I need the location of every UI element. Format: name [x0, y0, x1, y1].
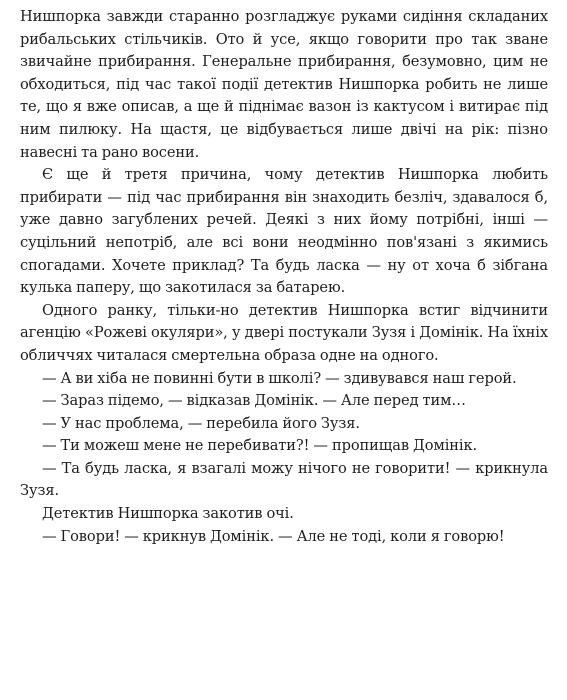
- dialogue-line-1: — А ви хіба не повинні бути в школі? — здивувався наш герой.: [42, 369, 517, 387]
- paragraph-2: Є ще й третя причина, чому детектив Нишпорка любить прибирати — під час прибирання він знаходить безліч, здавалося б, уже давно загублених речей. Деякі з них йому потрібні, інші — суцільний непотріб, але всі вони неодмінно пов'язані з якимись спогадами. Хочете приклад? Та будь ласка — ну от хоча б зібгана кулька паперу, що закотилася за батарею.: [20, 166, 548, 297]
- dialogue-line-3: — У нас проблема, — перебила його Зузя.: [42, 414, 360, 432]
- paragraph-3: Одного ранку, тільки-но детектив Нишпорка встиг відчинити агенцію «Рожеві окуляри», у двері постукали Зузя і Домінік. На їхніх обличчях читалася смертельна образа одне на одного.: [20, 301, 548, 364]
- dialogue-line-4: — Ти можеш мене не перебивати?! — пропищав Домінік.: [42, 437, 478, 455]
- dialogue-line-5: — Та будь ласка, я взагалі можу нічого не говорити! — крикнула Зузя.: [20, 459, 548, 500]
- dialogue-line-2: — Зараз підемо, — відказав Домінік. — Але перед тим…: [42, 392, 466, 410]
- paragraph-1: Нишпорка завжди старанно розгладжує руками сидіння складаних рибальських стільчиків. Ото й усе, якщо говорити про так зване звичайне прибирання. Генеральне прибирання, безумовно, цим не обходиться, під час такої події детектив Нишпорка робить не лише те, що я вже описав, а ще й піднімає вазон із кактусом і витирає під ним пилюку. На щастя, це відбувається лише двічі на рік: пізно навесні та рано восени.: [20, 8, 548, 161]
- dialogue-line-6: — Говори! — крикнув Домінік. — Але не тоді, коли я говорю!: [42, 527, 505, 545]
- book-page-text: [20, 6, 548, 548]
- narration-line: Детектив Нишпорка закотив очі.: [42, 505, 294, 523]
